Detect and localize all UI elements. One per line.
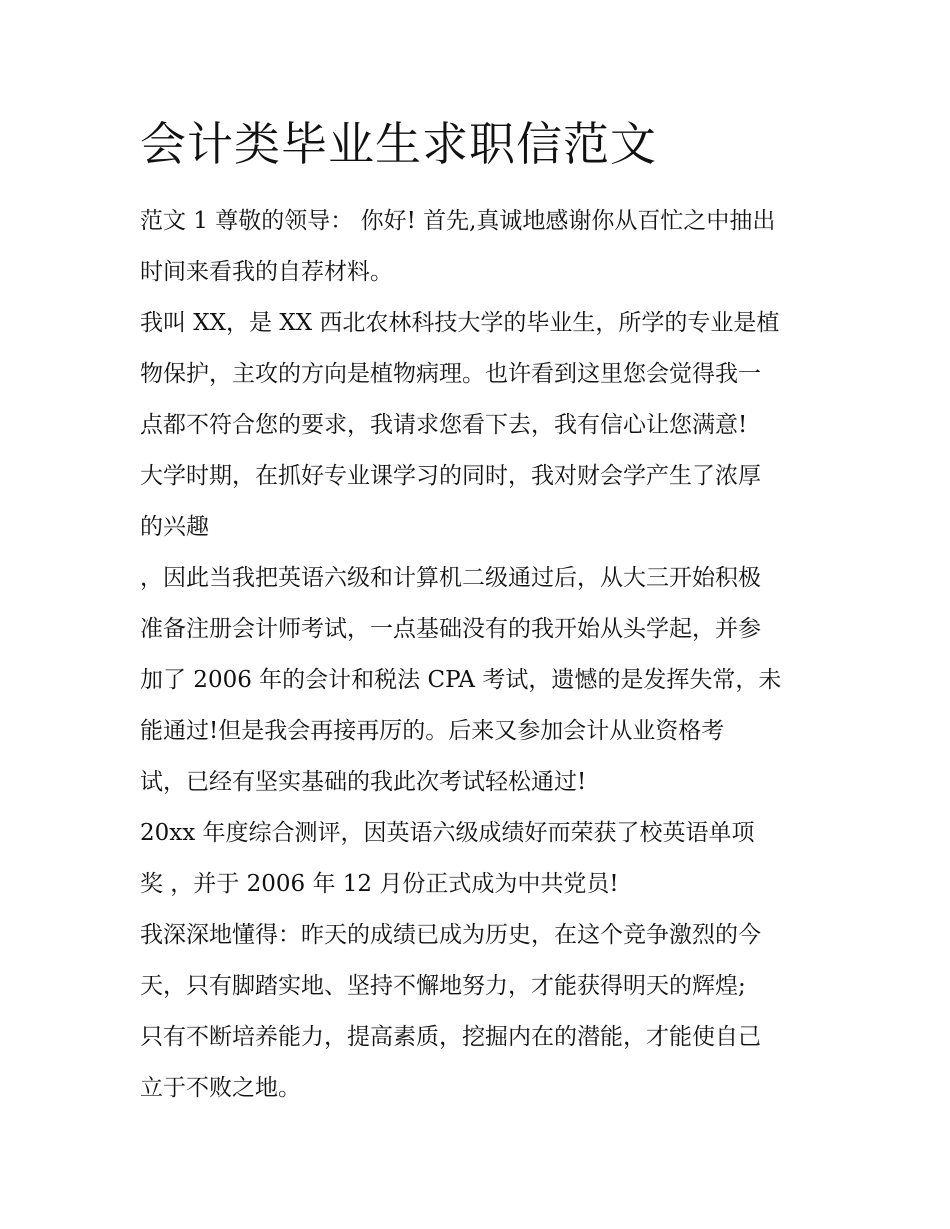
text-line: 天，只有脚踏实地、坚持不懈地努力，才能获得明天的辉煌; [140, 973, 746, 999]
text-line: 立于不败之地。 [140, 1075, 301, 1101]
text-line: 我深深地懂得：昨天的成绩已成为历史，在这个竞争激烈的今 [140, 922, 761, 948]
text-line: 的兴趣 [140, 514, 209, 540]
text-line: 能通过!但是我会再接再厉的。后来又参加会计从业资格考 [140, 718, 725, 744]
text-line: ，因此当我把英语六级和计算机二级通过后，从大三开始积极 [140, 565, 761, 591]
document-title: 会计类毕业生求职信范文 [140, 117, 657, 171]
text-line: 范文 1 尊敬的领导： 你好! 首先,真诚地感谢你从百忙之中抽出 [140, 208, 776, 234]
text-line: 物保护，主攻的方向是植物病理。也许看到这里您会觉得我一 [140, 361, 761, 387]
text-line: 只有不断培养能力，提高素质，挖掘内在的潜能，才能使自己 [140, 1024, 761, 1050]
text-line: 准备注册会计师考试，一点基础没有的我开始从头学起，并参 [140, 616, 761, 642]
document-body [140, 196, 820, 1114]
text-line: 奖 ，并于 2006 年 12 月份正式成为中共党员! [140, 871, 619, 897]
text-line: 大学时期，在抓好专业课学习的同时，我对财会学产生了浓厚 [140, 463, 761, 489]
text-line: 点都不符合您的要求，我请求您看下去，我有信心让您满意! [140, 412, 748, 438]
text-line: 加了 2006 年的会计和税法 CPA 考试，遗憾的是发挥失常，未 [140, 667, 782, 693]
text-line: 试，已经有坚实基础的我此次考试轻松通过! [140, 769, 587, 795]
text-line: 20xx 年度综合测评，因英语六级成绩好而荣获了校英语单项 [140, 820, 755, 846]
text-line: 我叫 XX，是 XX 西北农林科技大学的毕业生，所学的专业是植 [140, 310, 780, 336]
text-line: 时间来看我的自荐材料。 [140, 259, 393, 285]
